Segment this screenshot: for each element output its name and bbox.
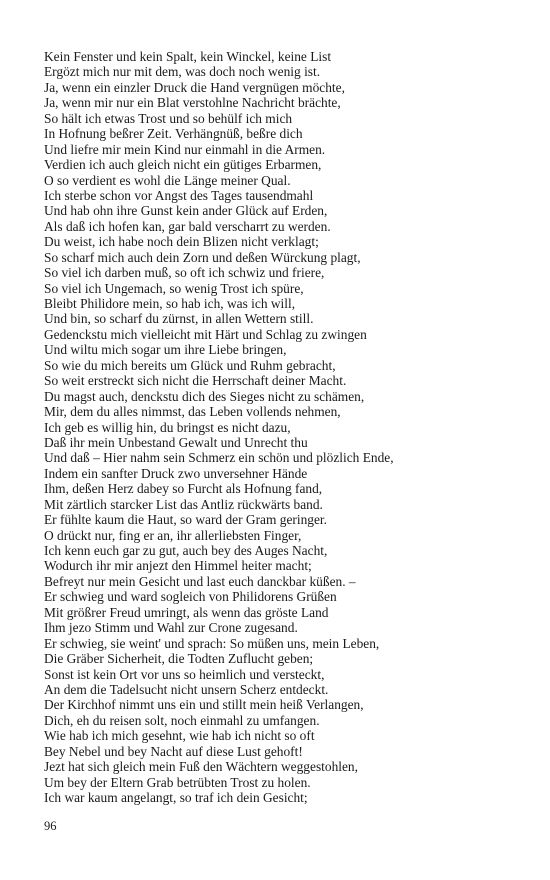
poem-line: O so verdient es wohl die Länge meiner Qual. <box>44 172 291 188</box>
poem-line: Ergözt mich nur mit dem, was doch noch wenig ist. <box>44 64 321 80</box>
poem-line: Ich war kaum angelangt, so traf ich dein Gesicht; <box>44 790 308 805</box>
poem-line: Die Gräber Sicherheit, die Todten Zuflucht geben; <box>44 651 314 667</box>
poem-line: Jezt hat sich gleich mein Fuß den Wächtern weggestohlen, <box>44 759 358 775</box>
poem-line: Als daß ich hofen kan, gar bald verscharrt zu werden. <box>44 218 331 234</box>
poem-line: Bey Nebel und bey Nacht auf diese Lust gehoft! <box>44 743 303 759</box>
poem-line: So viel ich Ungemach, so wenig Trost ich spüre, <box>44 280 304 296</box>
poem-line: Ich kenn euch gar zu gut, auch bey des Auges Nacht, <box>44 543 328 558</box>
poem-line: Kein Fenster und kein Spalt, kein Winckel, keine List <box>44 49 332 64</box>
poem-line: Wodurch ihr mir anjezt den Himmel heiter macht; <box>44 558 312 574</box>
poem-line: So hält ich etwas Trost und so behülf ich mich <box>44 110 293 126</box>
poem-line: Er schwieg und ward sogleich von Philidorens Grüßen <box>44 589 337 605</box>
poem-line: Und liefre mir mein Kind nur einmahl in die Armen. <box>44 141 326 157</box>
poem-line: Und wiltu mich sogar um ihre Liebe bringen, <box>44 342 287 358</box>
poem-line: Wie hab ich mich gesehnt, wie hab ich nicht so oft <box>44 728 315 744</box>
poem-line: Du weist, ich habe noch dein Blizen nicht verklagt; <box>44 234 319 250</box>
poem-line: Indem ein sanfter Druck zwo unversehner Hände <box>44 465 308 481</box>
poem-line: Er schwieg, sie weint' und sprach: So müßen uns, mein Leben, <box>44 635 380 651</box>
poem-line: Ja, wenn mir nur ein Blat verstohlne Nachricht brächte, <box>44 95 341 111</box>
poem-line: Daß ihr mein Unbestand Gewalt und Unrecht thu <box>44 434 308 450</box>
poem-line: So viel ich darben muß, so oft ich schwiz und friere, <box>44 265 325 281</box>
poem-line: Um bey der Eltern Grab betrübten Trost zu holen. <box>44 774 311 790</box>
poem-line: So weit erstreckt sich nicht die Herrschaft deiner Macht. <box>44 373 347 389</box>
poem-line: Ich sterbe schon vor Angst des Tages tausendmahl <box>44 187 314 203</box>
poem-line: Du magst auch, denckstu dich des Sieges nicht zu schämen, <box>44 388 365 404</box>
poem-line: Befreyt nur mein Gesicht und last euch danckbar küßen. – <box>44 573 356 589</box>
poem-line: Sonst ist kein Ort vor uns so heimlich und versteckt, <box>44 666 325 682</box>
poem-line: Und daß – Hier nahm sein Schmerz ein schön und plözlich Ende, <box>44 450 394 466</box>
poem-line: O drückt nur, fing er an, ihr allerliebsten Finger, <box>44 527 302 543</box>
poem-line: Ich geb es willig hin, du bringst es nicht dazu, <box>44 419 291 435</box>
poem-line: Gedenckstu mich vielleicht mit Härt und Schlag zu zwingen <box>44 326 367 342</box>
poem-line: Bleibt Philidore mein, so hab ich, was ich will, <box>44 296 296 311</box>
poem-line: So wie du mich bereits um Glück und Ruhm gebracht, <box>44 357 336 373</box>
poem-line: Mit größrer Freud umringt, als wenn das gröste Land <box>44 604 329 620</box>
page-body <box>44 49 524 805</box>
poem-text <box>44 49 524 805</box>
poem-line: Und hab ohn ihre Gunst kein ander Glück auf Erden, <box>44 203 328 219</box>
poem-line: An dem die Tadelsucht nicht unsern Scherz entdeckt. <box>44 681 329 697</box>
poem-line: In Hofnung beßrer Zeit. Verhängnüß, beßre dich <box>44 126 303 142</box>
page-number: 96 <box>44 819 57 833</box>
poem-line: Ihm jezo Stimm und Wahl zur Crone zugesand. <box>44 620 298 636</box>
poem-line: So scharf mich auch dein Zorn und deßen Würckung plagt, <box>44 249 361 265</box>
poem-line: Der Kirchhof nimmt uns ein und stillt mein heiß Verlangen, <box>44 697 364 713</box>
poem-line: Er fühlte kaum die Haut, so ward der Gram geringer. <box>44 512 327 528</box>
poem-line: Ihm, deßen Herz dabey so Furcht als Hofnung fand, <box>44 481 323 497</box>
poem-line: Mir, dem du alles nimmst, das Leben vollends nehmen, <box>44 404 341 420</box>
poem-line: Verdien ich auch gleich nicht ein gütiges Erbarmen, <box>44 157 322 173</box>
poem-line: Dich, eh du reisen solt, noch einmahl zu umfangen. <box>44 712 320 728</box>
poem-line: Mit zärtlich starcker List das Antliz rückwärts band. <box>44 496 323 512</box>
poem-line: Und bin, so scharf du zürnst, in allen Wettern still. <box>44 311 314 327</box>
poem-line: Ja, wenn ein einzler Druck die Hand vergnügen möchte, <box>44 79 345 95</box>
